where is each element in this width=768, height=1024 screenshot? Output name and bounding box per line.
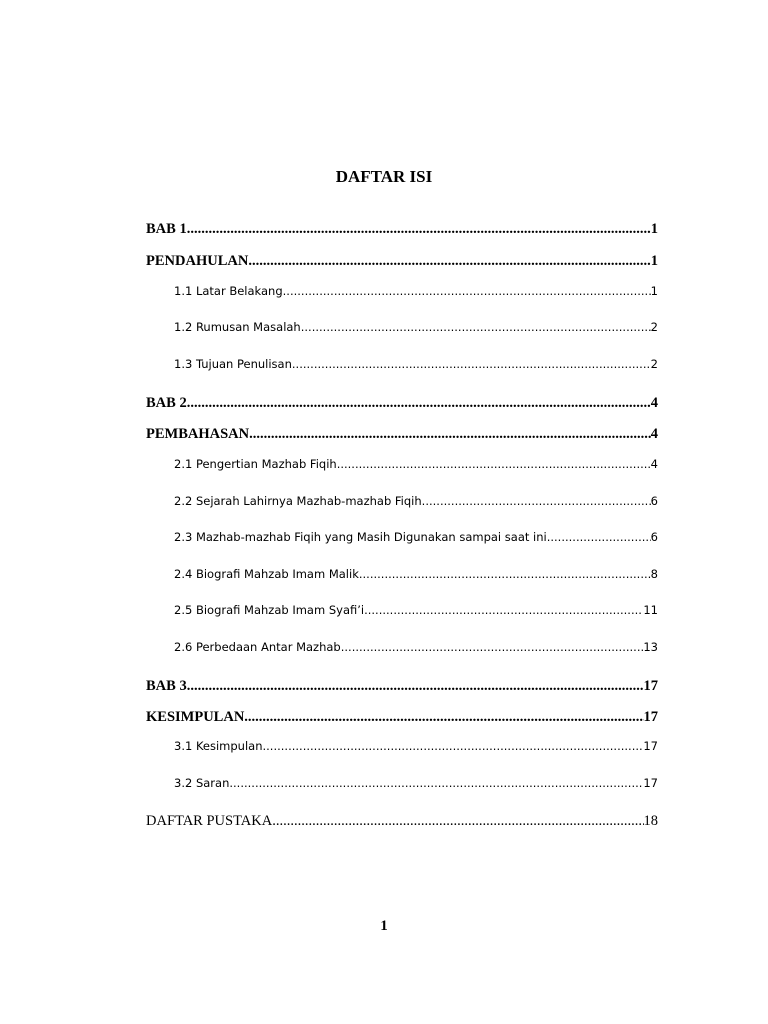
toc-entry xyxy=(146,812,658,830)
toc-entry-label: BAB 2 xyxy=(146,395,187,411)
toc-entry-page: 8 xyxy=(650,567,658,581)
toc-entry-page: 1 xyxy=(650,253,658,269)
toc-leader-dots xyxy=(187,677,644,695)
toc-entry-page: 1 xyxy=(650,284,658,298)
toc-leader-dots xyxy=(249,425,651,443)
toc-entry-page: 6 xyxy=(650,494,658,508)
toc-leader-dots xyxy=(248,252,650,270)
toc-entry xyxy=(146,220,658,238)
toc-entry-page: 17 xyxy=(643,709,658,725)
toc-leader-dots xyxy=(337,456,651,472)
toc-entry xyxy=(146,677,658,695)
toc-leader-dots xyxy=(359,566,651,582)
toc-entry xyxy=(174,738,658,754)
page-number: 1 xyxy=(380,918,388,934)
toc-entry-page: 4 xyxy=(650,395,658,411)
toc-entry-label: 1.2 Rumusan Masalah xyxy=(174,320,301,334)
toc-entry-page: 2 xyxy=(650,357,658,371)
toc-leader-dots xyxy=(187,394,651,412)
toc-entry-label: BAB 3 xyxy=(146,678,187,694)
toc-entry xyxy=(174,456,658,472)
toc-entry-label: KESIMPULAN xyxy=(146,709,245,725)
toc-entry-label: 1.3 Tujuan Penulisan xyxy=(174,357,292,371)
toc-entry-page: 17 xyxy=(643,776,658,790)
toc-entry-page: 18 xyxy=(643,813,658,829)
toc-entry xyxy=(174,566,658,582)
toc-entry xyxy=(174,775,658,791)
toc-entry-label: 2.6 Perbedaan Antar Mazhab xyxy=(174,640,341,654)
toc-entry-label: PENDAHULAN xyxy=(146,253,249,269)
toc-entry-label: PEMBAHASAN xyxy=(146,426,250,442)
toc-entry-label: 2.2 Sejarah Lahirnya Mazhab-mazhab Fiqih xyxy=(174,494,422,508)
toc-entry-label: 3.2 Saran xyxy=(174,776,230,790)
toc-entry-page: 17 xyxy=(643,739,658,753)
toc-entry-page: 17 xyxy=(643,678,658,694)
toc-entry xyxy=(174,493,658,509)
toc-leader-dots xyxy=(292,356,651,372)
toc-leader-dots xyxy=(341,639,644,655)
toc-leader-dots xyxy=(229,775,643,791)
toc-entry-label: 2.1 Pengertian Mazhab Fiqih xyxy=(174,457,337,471)
toc-entry xyxy=(146,425,658,443)
toc-leader-dots xyxy=(422,493,651,509)
toc-entry xyxy=(174,283,658,299)
toc-leader-dots xyxy=(283,283,651,299)
toc-entry xyxy=(174,319,658,335)
toc-leader-dots xyxy=(301,319,651,335)
toc-entry-page: 6 xyxy=(650,530,658,544)
toc-leader-dots xyxy=(187,220,651,238)
toc-entry xyxy=(174,529,658,545)
toc-leader-dots xyxy=(547,529,651,545)
toc-entry-page: 4 xyxy=(650,426,658,442)
document-title: DAFTAR ISI xyxy=(335,167,433,186)
toc-leader-dots xyxy=(244,708,643,726)
toc-entry xyxy=(146,252,658,270)
toc-leader-dots xyxy=(364,602,643,618)
toc-entry-label: 2.4 Biografi Mahzab Imam Malik xyxy=(174,567,359,581)
toc-entry-page: 2 xyxy=(650,320,658,334)
toc-leader-dots xyxy=(272,812,643,830)
toc-entry-page: 4 xyxy=(650,457,658,471)
toc-entry-label: 3.1 Kesimpulan xyxy=(174,739,263,753)
toc-entry xyxy=(174,356,658,372)
toc-entry-label: 2.5 Biografi Mahzab Imam Syafi’i xyxy=(174,603,365,617)
toc-leader-dots xyxy=(263,738,644,754)
toc-entry xyxy=(174,639,658,655)
toc-entry-label: DAFTAR PUSTAKA xyxy=(146,813,273,829)
toc-entry-page: 11 xyxy=(643,603,658,617)
toc-entry xyxy=(174,602,658,618)
toc-entry-page: 13 xyxy=(643,640,658,654)
toc-entry xyxy=(146,708,658,726)
toc-entry xyxy=(146,394,658,412)
toc-entry-label: 2.3 Mazhab-mazhab Fiqih yang Masih Digunakan sampai saat ini xyxy=(174,530,547,544)
toc-entry-label: BAB 1 xyxy=(146,221,187,237)
toc-entry-page: 1 xyxy=(650,221,658,237)
toc-entry-label: 1.1 Latar Belakang xyxy=(174,284,283,298)
